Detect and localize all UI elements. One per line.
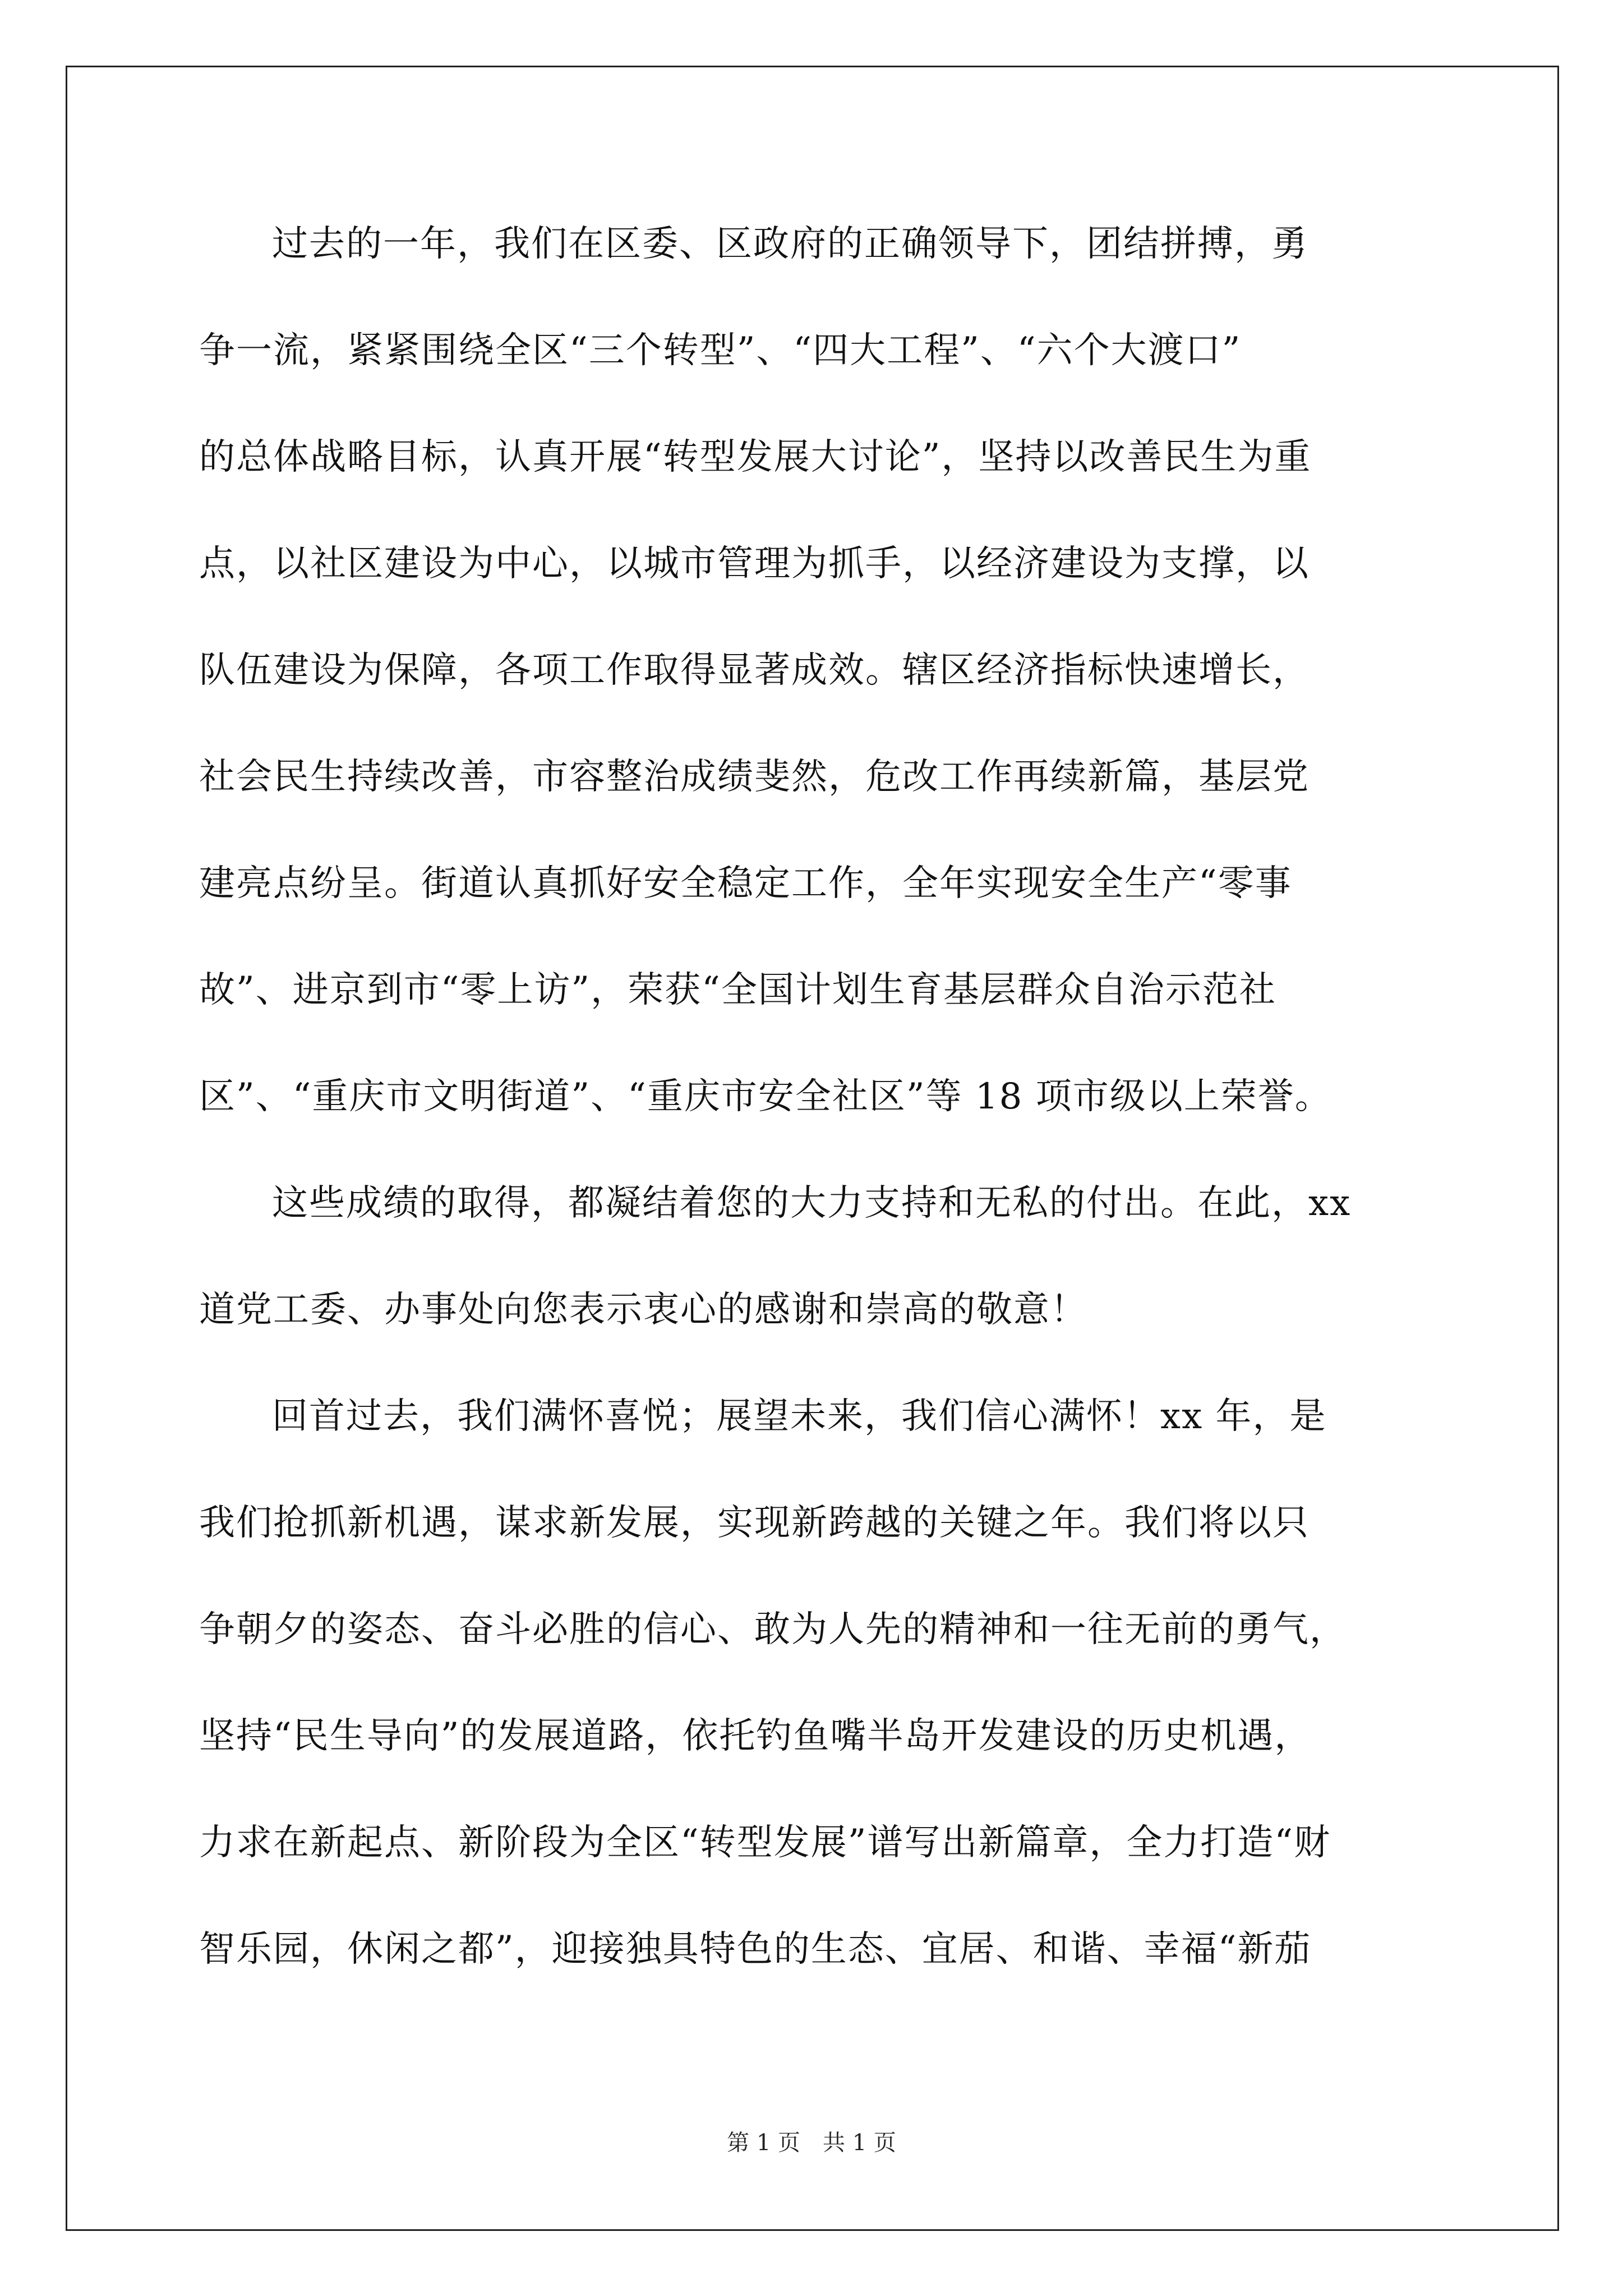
paragraph-1-line-1: 过去的一年，我们在区委、区政府的正确领导下，团结拼搏，勇 xyxy=(272,223,1308,265)
paragraph-3-line-6: 智乐园，休闲之都”，迎接独具特色的生态、宜居、和谐、幸福“新茄 xyxy=(199,1929,1312,1970)
document-body xyxy=(199,191,1433,2003)
paragraph-2-line-1: 这些成绩的取得，都凝结着您的大力支持和无私的付出。在此，xx xyxy=(272,1182,1352,1224)
paragraph-3-line-5: 力求在新起点、新阶段为全区“转型发展”谱写出新篇章，全力打造“财 xyxy=(199,1822,1331,1864)
paragraph-1-line-5: 队伍建设为保障，各项工作取得显著成效。辖区经济指标快速增长， xyxy=(199,650,1310,691)
paragraph-1-line-2: 争一流，紧紧围绕全区“三个转型”、“四大工程”、“六个大渡口” xyxy=(199,330,1242,371)
page-number-total: 共 1 页 xyxy=(823,2130,896,2156)
paragraph-1-line-8: 故”、进京到市“零上访”，荣获“全国计划生育基层群众自治示范社 xyxy=(199,969,1276,1011)
paragraph-3-line-2: 我们抢抓新机遇，谋求新发展，实现新跨越的关键之年。我们将以只 xyxy=(199,1502,1310,1544)
paragraph-1-line-9: 区”、“重庆市文明街道”、“重庆市安全社区”等 18 项市级以上荣誉。 xyxy=(199,1076,1332,1117)
page-footer xyxy=(0,2126,1623,2160)
paragraph-2-line-2: 道党工委、办事处向您表示衷心的感谢和崇高的敬意！ xyxy=(199,1289,1087,1331)
paragraph-3-line-1: 回首过去，我们满怀喜悦；展望未来，我们信心满怀！xx 年，是 xyxy=(272,1396,1327,1437)
paragraph-1-line-6: 社会民生持续改善，市容整治成绩斐然，危改工作再续新篇，基层党 xyxy=(199,756,1310,798)
paragraph-1-line-4: 点，以社区建设为中心，以城市管理为抓手，以经济建设为支撑，以 xyxy=(199,543,1310,585)
page-number-current: 第 1 页 xyxy=(727,2130,800,2156)
paragraph-3-line-4: 坚持“民生导向”的发展道路，依托钓鱼嘴半岛开发建设的历史机遇， xyxy=(199,1715,1312,1757)
paragraph-3-line-3: 争朝夕的姿态、奋斗必胜的信心、敢为人先的精神和一往无前的勇气， xyxy=(199,1609,1347,1650)
paragraph-1-line-7: 建亮点纷呈。街道认真抓好安全稳定工作，全年实现安全生产“零事 xyxy=(199,863,1292,904)
paragraph-1-line-3: 的总体战略目标，认真开展“转型发展大讨论”，坚持以改善民生为重 xyxy=(199,436,1312,478)
